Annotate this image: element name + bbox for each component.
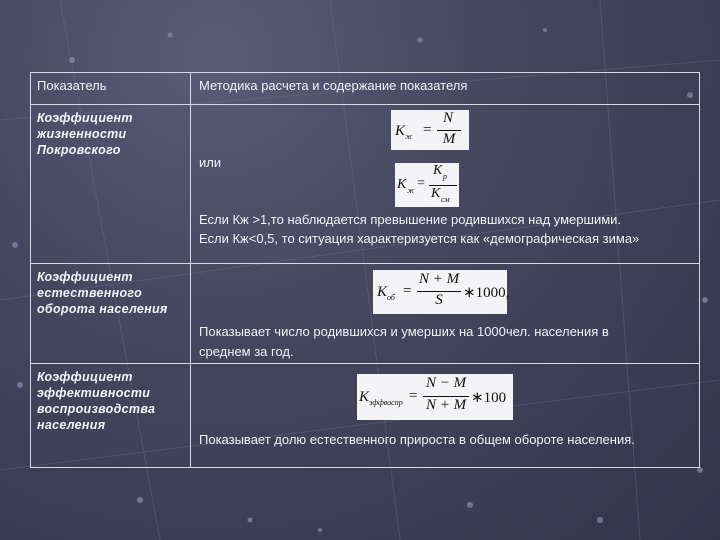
header-method: Методика расчета и содержание показателя [199,78,468,93]
table-header-row [31,73,699,104]
formula-natural-turnover: K об = N + M S ∗1000, [373,270,507,314]
vitality-desc-line2: Если Кж<0,5, то ситуация характеризуется как «демографическая зима» [199,231,640,246]
indicator-name: Коэффициент естественного оборота населения [37,270,168,316]
formula-vitality-ratio: K ж = N M [391,110,469,150]
efficiency-desc: Показывает долю естественного прироста в общем обороте населения. [199,432,635,447]
formula-vitality-coefficients: K ж = K р K см [395,163,459,207]
indicator-name: Коэффициент эффективности воспроизводства населения [37,370,156,432]
header-indicator: Показатель [37,78,107,93]
turnover-desc: Показывает число родившихся и умерших на 1000чел. населения в среднем за год. [199,324,609,359]
indicator-table [30,72,700,468]
formula-reproduction-efficiency: K эффвоспр = N − M N + M ∗100 [357,374,513,420]
table-row [31,363,699,468]
table-row [31,263,699,363]
or-text: или [199,155,222,170]
vitality-desc-line1: Если Кж >1,то наблюдается превышение родившихся над умершими. [199,212,622,227]
indicator-name: Коэффициент жизненности Покровского [37,111,133,157]
